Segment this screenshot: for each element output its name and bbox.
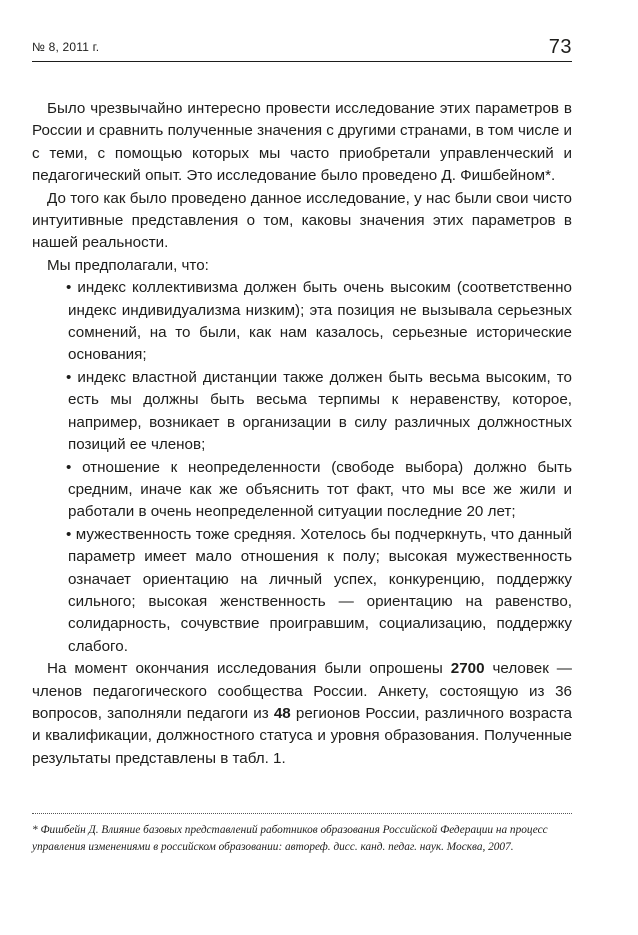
- paragraph-intuition: До того как было проведено данное исследование, у нас были свои чисто интуитивные представления о том, каковы значения этих параметров в нашей реальности.: [32, 189, 572, 252]
- paragraph-assumptions: Мы предполагали, что:: [47, 256, 209, 274]
- respondent-count: 2700: [450, 660, 485, 678]
- paragraph-intro: Было чрезвычайно интересно провести исследование этих параметров в России и сравнить полученные значения с другими странами, в том числе и с теми, с помощью которых мы часто приобретали управленческий и педагогический опыт. Это исследование было проведено Д. Фишбейном*.: [32, 100, 572, 185]
- page-number: 73: [548, 36, 572, 58]
- bullet-uncertainty: • отношение к неопределенности (свободе выбора) должно быть средним, иначе как же объяснить тот факт, что мы все же жили и работали в очень неопределенной ситуации последние 20 лет;: [66, 458, 572, 521]
- survey-text-a: На момент окончания исследования были опрошены: [47, 660, 451, 678]
- bullet-collectivism: • индекс коллективизма должен быть очень высоким (соответственно индекс индивидуализма низким); эта позиция не вызывала серьезных сомнений, на то были, как нам казалось, серьезные исторические основания;: [66, 279, 572, 364]
- survey-text-c: регионов России, различного возраста и квалификации, должностного статуса и уровня образования. Полученные результаты представлены в табл. 1.: [32, 704, 572, 767]
- region-count: 48: [273, 704, 291, 722]
- paragraph-survey: [32, 658, 572, 770]
- survey-text-b: человек — членов педагогического сообщества России. Анкету, состоящую из 36 вопросов, заполняли педагоги из: [32, 660, 572, 722]
- footnote: * Фишбейн Д. Влияние базовых представлений работников образования Российской Федерации на процесс управления изменениями в российском образовании: автореф. дисс. канд. педаг. наук. Москва, 2007.: [32, 824, 548, 854]
- page-header: [32, 36, 572, 66]
- bullet-masculinity: • мужественность тоже средняя. Хотелось бы подчеркнуть, что данный параметр имеет мало отношения к полу; высокая мужественность означает ориентацию на личный успех, конкуренцию, поддержку сильного; высокая женственность — ориентацию на равенство, солидарность, сочувствие проигравшим, социализацию, поддержку слабого.: [66, 525, 572, 655]
- body-text: [32, 98, 572, 770]
- footnote-separator: [32, 813, 572, 814]
- header-rule: [32, 61, 572, 62]
- bullet-power-distance: • индекс властной дистанции также должен быть весьма высоким, то есть мы должны быть весьма терпимы к неравенству, которое, например, возникает в организации в силу различных должностных позиций ее членов;: [66, 368, 572, 454]
- issue-label: № 8, 2011 г.: [32, 40, 100, 54]
